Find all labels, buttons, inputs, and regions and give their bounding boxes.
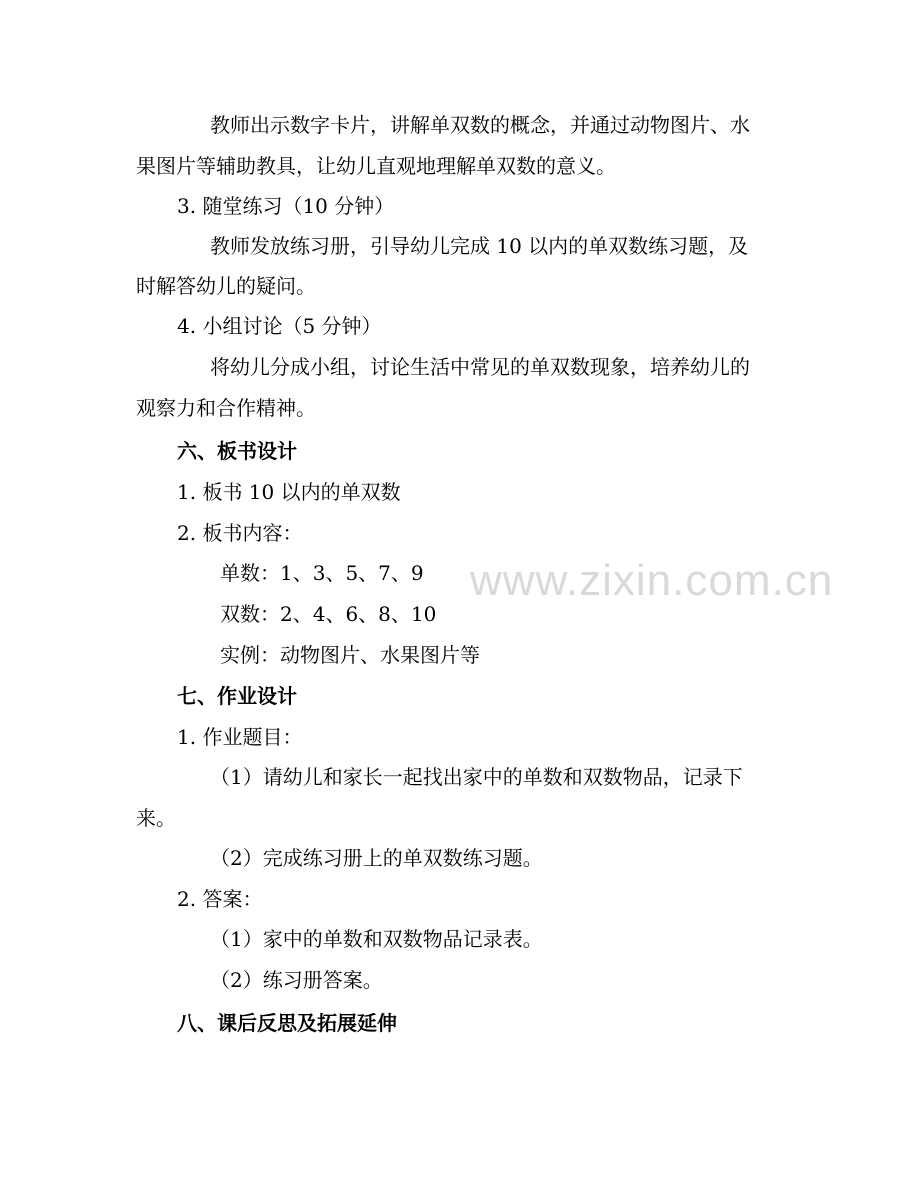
paragraph-line: 将幼儿分成小组，讨论生活中常见的单双数现象，培养幼儿的 bbox=[210, 355, 750, 379]
watermark-text: www.zixin.com.cn bbox=[470, 556, 834, 605]
board-content-line: 单数：1、3、5、7、9 bbox=[220, 561, 424, 585]
list-item-heading: 4. 小组讨论（5 分钟） bbox=[177, 314, 382, 338]
paragraph-line: （2）练习册答案。 bbox=[210, 968, 383, 992]
paragraph-line: （1）家中的单数和双数物品记录表。 bbox=[210, 927, 543, 951]
board-content-line: 双数：2、4、6、8、10 bbox=[220, 602, 437, 626]
paragraph-line: 时解答幼儿的疑问。 bbox=[136, 274, 316, 298]
section-heading: 六、板书设计 bbox=[177, 439, 297, 463]
paragraph-line: 教师发放练习册，引导幼儿完成 10 以内的单双数练习题，及 bbox=[210, 234, 749, 258]
list-item-heading: 3. 随堂练习（10 分钟） bbox=[177, 194, 395, 218]
board-content-line: 实例：动物图片、水果图片等 bbox=[220, 643, 480, 667]
paragraph-line: 果图片等辅助教具，让幼儿直观地理解单双数的意义。 bbox=[136, 154, 616, 178]
list-item: 1. 作业题目： bbox=[177, 725, 303, 749]
paragraph-line: （2）完成练习册上的单双数练习题。 bbox=[210, 846, 543, 870]
section-heading: 八、课后反思及拓展延伸 bbox=[177, 1011, 397, 1035]
list-item: 2. 板书内容： bbox=[177, 521, 303, 545]
list-item: 2. 答案： bbox=[177, 887, 263, 911]
paragraph-line: 教师出示数字卡片，讲解单双数的概念，并通过动物图片、水 bbox=[210, 113, 750, 137]
paragraph-line: 观察力和合作精神。 bbox=[136, 396, 316, 420]
paragraph-line: （1）请幼儿和家长一起找出家中的单数和双数物品，记录下 bbox=[210, 765, 743, 789]
list-item: 1. 板书 10 以内的单双数 bbox=[177, 480, 401, 504]
section-heading: 七、作业设计 bbox=[177, 684, 297, 708]
paragraph-line: 来。 bbox=[136, 806, 176, 830]
